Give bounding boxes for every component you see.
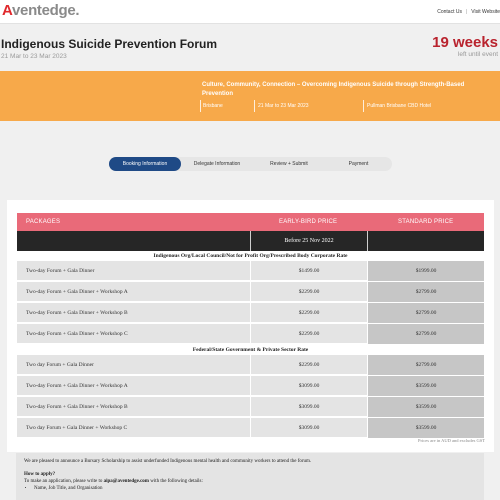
- package-name: Two day Forum + Gala Dinner: [26, 362, 94, 368]
- standard-price: $2799.00: [367, 355, 484, 375]
- page-title: Indigenous Suicide Prevention Forum: [1, 37, 218, 51]
- early-bird-price: $1499.00: [250, 261, 367, 281]
- early-bird-deadline: Before 25 Nov 2022: [250, 231, 367, 251]
- package-name: Two-day Forum + Gala Dinner + Workshop C: [26, 331, 128, 337]
- early-bird-price: $2299.00: [250, 303, 367, 323]
- step-payment[interactable]: Payment: [348, 161, 369, 167]
- early-bird-price: $3099.00: [250, 397, 367, 417]
- standard-price: $3599.00: [367, 376, 484, 396]
- event-banner: [0, 71, 500, 121]
- package-name: Two-day Forum + Gala Dinner + Workshop A: [26, 383, 128, 389]
- early-bird-header: EARLY-BIRD PRICE: [279, 219, 338, 225]
- table-row: [17, 376, 484, 396]
- aventedge-logo[interactable]: [2, 2, 79, 19]
- early-bird-price: $3099.00: [250, 418, 367, 438]
- deadline-row: [17, 231, 484, 251]
- table-row: [17, 282, 484, 302]
- package-name: Two-day Forum + Gala Dinner + Workshop B: [26, 310, 128, 316]
- banner-divider: [363, 100, 364, 112]
- early-bird-price: $2299.00: [250, 324, 367, 344]
- countdown-value: 19 weeks: [432, 34, 498, 51]
- early-bird-price: $2299.00: [250, 355, 367, 375]
- link-separator: |: [465, 9, 468, 15]
- booking-steps: [109, 157, 392, 171]
- top-bar: [0, 0, 500, 24]
- section-title: Indigenous Org/Local Council/Not for Profit Org/Prescribed Body Corporate Rate: [17, 251, 484, 261]
- table-row: [17, 261, 484, 281]
- visit-website-link[interactable]: Visit Website: [471, 9, 500, 15]
- banner-city: Brisbane: [203, 103, 223, 109]
- countdown-label: left until event: [457, 51, 498, 58]
- standard-price: $3599.00: [367, 397, 484, 417]
- bursary-instruction: [24, 479, 476, 484]
- bursary-intro: We are pleased to announce a Bursary Scholarship to assist underfunded Indigenous mental health and community workers to attend the forum.: [24, 459, 312, 464]
- banner-dates: 21 Mar to 23 Mar 2023: [258, 103, 309, 109]
- standard-price: $2799.00: [367, 303, 484, 323]
- price-note: Prices are in AUD and excludes GST: [418, 438, 485, 443]
- standard-price: $2799.00: [367, 324, 484, 344]
- standard-header: STANDARD PRICE: [398, 219, 454, 225]
- event-dates: 21 Mar to 23 Mar 2023: [1, 53, 67, 60]
- standard-price: $2799.00: [367, 282, 484, 302]
- step-booking-information[interactable]: Booking Information: [109, 157, 181, 171]
- package-name: Two-day Forum + Gala Dinner + Workshop A: [26, 289, 128, 295]
- logo-letter: A: [2, 2, 12, 19]
- bursary-details-list: [34, 486, 476, 491]
- table-row: [17, 303, 484, 323]
- packages-header: PACKAGES: [26, 219, 61, 225]
- standard-deadline-empty: [367, 231, 484, 251]
- standard-price: $1999.00: [367, 261, 484, 281]
- package-name: Two day Forum + Gala Dinner + Workshop C: [26, 425, 128, 431]
- contact-us-link[interactable]: Contact Us: [437, 9, 462, 15]
- step-review-submit[interactable]: Review + Submit: [270, 161, 308, 167]
- top-links: [437, 9, 500, 15]
- banner-venue: Pullman Brisbane CBD Hotel: [367, 103, 432, 109]
- package-name: Two-day Forum + Gala Dinner: [26, 268, 95, 274]
- table-row: [17, 324, 484, 344]
- banner-tagline: Culture, Community, Connection – Overcoming Indigenous Suicide through Strength-Based Prevention: [202, 82, 465, 97]
- list-item: • Name, Job Title, and Organisation: [34, 486, 476, 491]
- bursary-section: [16, 453, 484, 500]
- section-title: Federal/State Government & Private Sector Rate: [17, 345, 484, 355]
- bursary-heading: How to apply?: [24, 472, 56, 477]
- event-header: [0, 25, 500, 70]
- banner-divider: [200, 100, 201, 112]
- early-bird-price: $3099.00: [250, 376, 367, 396]
- package-name: Two-day Forum + Gala Dinner + Workshop B: [26, 404, 128, 410]
- pricing-card: [7, 200, 494, 452]
- early-bird-price: $2299.00: [250, 282, 367, 302]
- table-row: [17, 397, 484, 417]
- table-row: [17, 355, 484, 375]
- bursary-email-link[interactable]: aipa@aventedge.com: [103, 479, 149, 484]
- instruction-text: To make an application, please write to: [24, 479, 103, 484]
- banner-divider: [254, 100, 255, 112]
- countdown: [432, 35, 498, 58]
- standard-price: $3599.00: [367, 418, 484, 438]
- logo-text: ventedge.: [11, 2, 80, 19]
- step-delegate-information[interactable]: Delegate Information: [193, 161, 241, 167]
- instruction-text-end: with the following details:: [150, 479, 203, 484]
- table-row: [17, 418, 484, 438]
- pricing-header: [17, 213, 484, 231]
